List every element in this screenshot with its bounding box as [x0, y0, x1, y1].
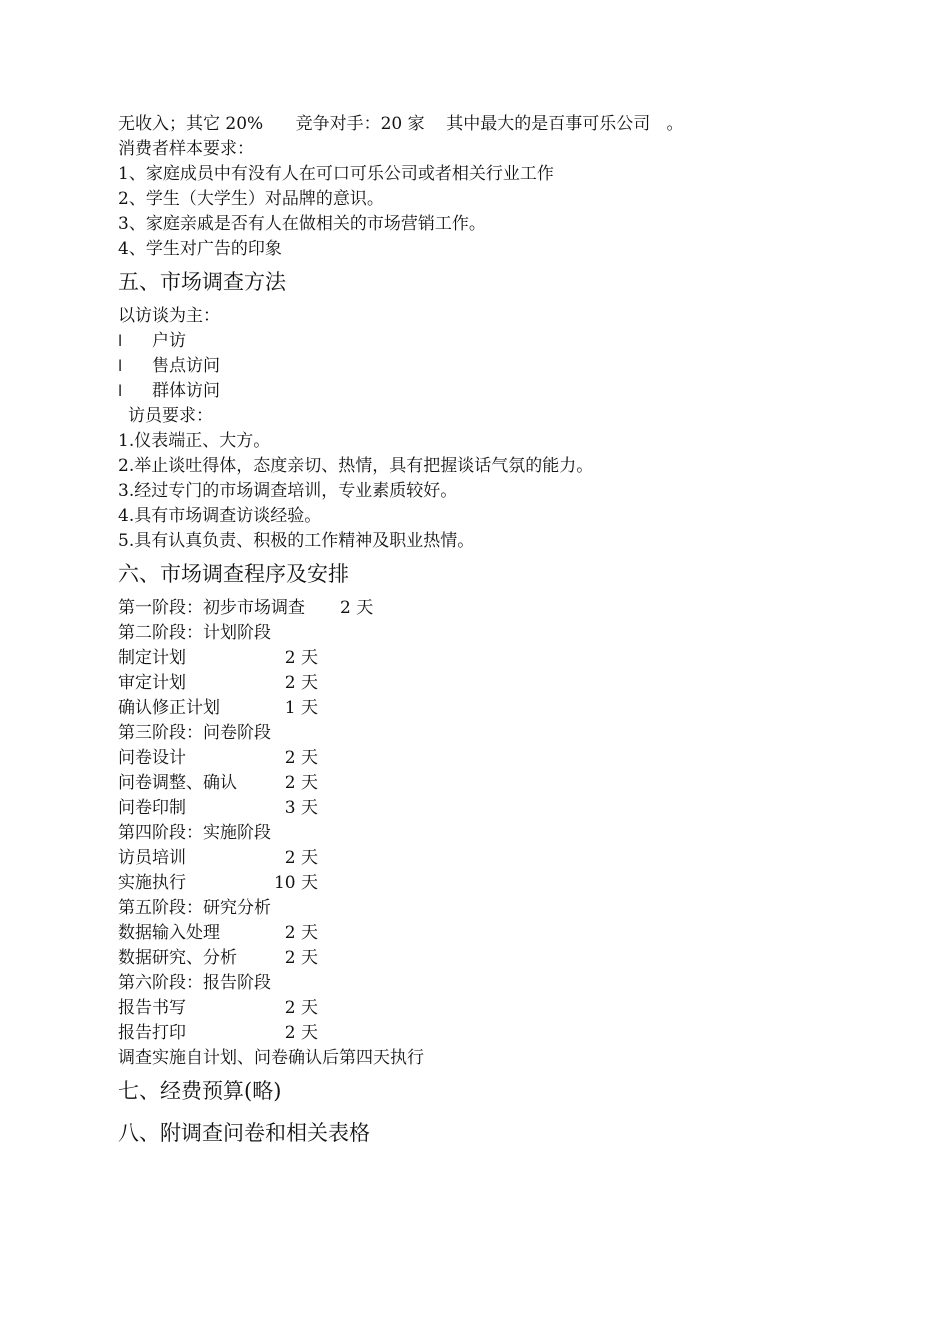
method-lead: 以访谈为主：: [118, 306, 220, 326]
intro-line: 2、学生（大学生）对品牌的意识。: [118, 189, 384, 209]
schedule-row: [118, 596, 838, 621]
schedule-row: [118, 796, 838, 821]
schedule-days: 2 天: [284, 923, 318, 943]
schedule-row: [118, 946, 838, 971]
stage-title: 第三阶段：问卷阶段: [118, 723, 271, 743]
schedule-task: 审定计划: [118, 673, 186, 693]
list-item-label: 户访: [152, 331, 186, 351]
schedule-row: [118, 996, 838, 1021]
bullet-icon: l: [118, 357, 123, 375]
schedule-row: [118, 1021, 838, 1046]
list-item: [118, 379, 838, 404]
bullet-icon: l: [118, 382, 123, 400]
intro-line: 1、家庭成员中有没有人在可口可乐公司或者相关行业工作: [118, 164, 554, 184]
schedule-task: 问卷印制: [118, 798, 186, 818]
list-item: [118, 354, 838, 379]
section-heading-8: 八、附调查问卷和相关表格: [118, 1121, 370, 1145]
requirement-item: 3.经过专门的市场调查培训，专业素质较好。: [118, 481, 458, 501]
schedule-days: 2 天: [340, 598, 374, 618]
stage-title: 第二阶段：计划阶段: [118, 623, 271, 643]
schedule-task: 数据输入处理: [118, 923, 220, 943]
intro-line: 4、学生对广告的印象: [118, 239, 282, 259]
section-heading-7: 七、经费预算(略): [118, 1079, 282, 1103]
schedule-days: 2 天: [284, 748, 318, 768]
schedule-closing: 调查实施自计划、问卷确认后第四天执行: [118, 1048, 424, 1068]
schedule-row: [118, 771, 838, 796]
schedule-days: 2 天: [284, 998, 318, 1018]
stage-title: 第五阶段：研究分析: [118, 898, 271, 918]
requirement-item: 1.仪表端正、大方。: [118, 431, 271, 451]
list-item: [118, 329, 838, 354]
schedule-row: [118, 746, 838, 771]
list-item-label: 售点访问: [152, 356, 220, 376]
schedule-days: 1 天: [284, 698, 318, 718]
schedule-task: 数据研究、分析: [118, 948, 237, 968]
schedule-days: 2 天: [284, 773, 318, 793]
schedule-days: 2 天: [284, 948, 318, 968]
document-page: [118, 112, 838, 1155]
requirement-item: 2.举止谈吐得体，态度亲切、热情，具有把握谈话气氛的能力。: [118, 456, 594, 476]
schedule-task: 问卷设计: [118, 748, 186, 768]
schedule-task: 访员培训: [118, 848, 186, 868]
section-heading-6: 六、市场调查程序及安排: [118, 562, 349, 586]
schedule-row: [118, 671, 838, 696]
requirement-item: 5.具有认真负责、积极的工作精神及职业热情。: [118, 531, 475, 551]
schedule-task: 报告书写: [118, 998, 186, 1018]
schedule-days: 2 天: [284, 673, 318, 693]
section-heading-5: 五、市场调查方法: [118, 270, 286, 294]
schedule-days: 2 天: [284, 1023, 318, 1043]
schedule-row: [118, 871, 838, 896]
list-item-label: 群体访问: [152, 381, 220, 401]
schedule-days: 2 天: [284, 648, 318, 668]
intro-line: 无收入；其它 20% 竞争对手：20 家 其中最大的是百事可乐公司 。: [118, 114, 684, 134]
stage-title: 第四阶段：实施阶段: [118, 823, 271, 843]
schedule-days: 3 天: [284, 798, 318, 818]
intro-line: 3、家庭亲戚是否有人在做相关的市场营销工作。: [118, 214, 486, 234]
schedule-row: [118, 646, 838, 671]
schedule-task: 制定计划: [118, 648, 186, 668]
intro-line: 消费者样本要求：: [118, 139, 254, 159]
schedule-task: 确认修正计划: [118, 698, 220, 718]
schedule-row: [118, 846, 838, 871]
schedule-row: [118, 921, 838, 946]
schedule-days: 2 天: [284, 848, 318, 868]
requirement-title: 访员要求：: [128, 406, 213, 426]
schedule-days: 10 天: [273, 873, 318, 893]
schedule-row: [118, 696, 838, 721]
schedule-task: 实施执行: [118, 873, 186, 893]
bullet-icon: l: [118, 332, 123, 350]
stage-title: 第六阶段：报告阶段: [118, 973, 271, 993]
schedule-task: 报告打印: [118, 1023, 186, 1043]
schedule-task: 问卷调整、确认: [118, 773, 237, 793]
schedule-task: 第一阶段：初步市场调查: [118, 598, 305, 618]
requirement-item: 4.具有市场调查访谈经验。: [118, 506, 322, 526]
